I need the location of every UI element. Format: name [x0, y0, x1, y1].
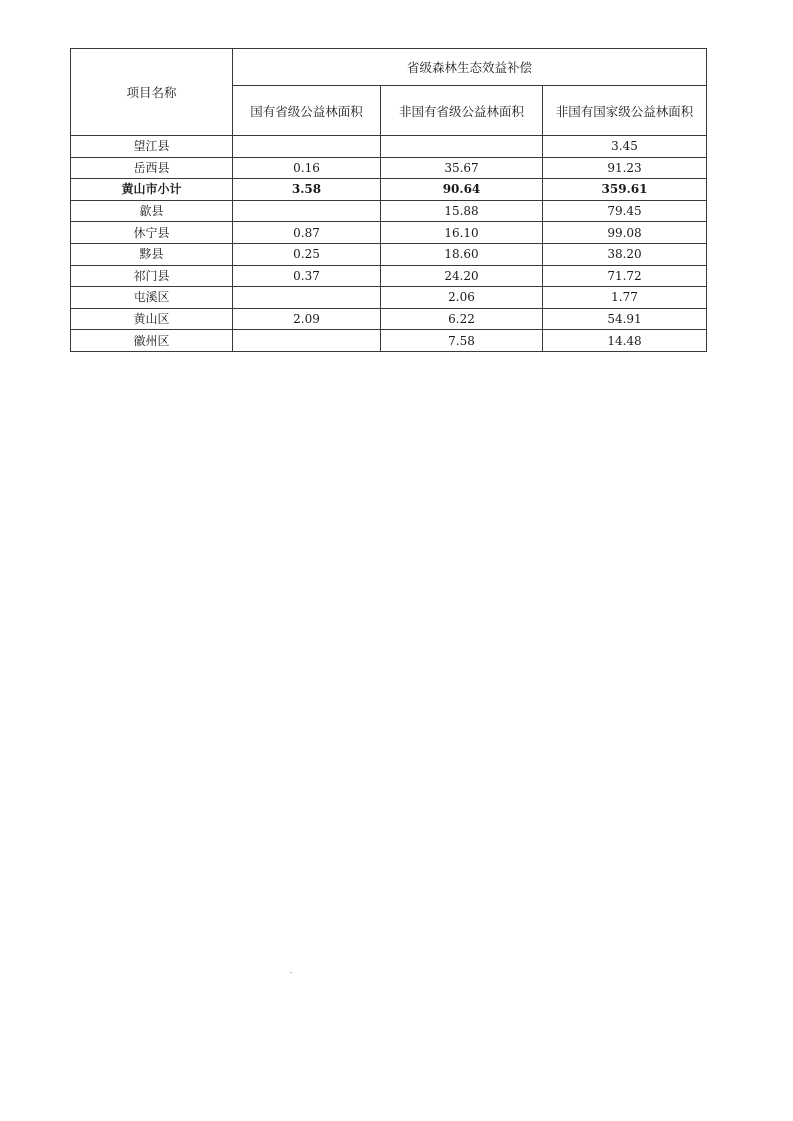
scan-speck: [290, 972, 292, 973]
table-row: [71, 136, 707, 158]
column-header: 非国有省级公益林面积: [381, 86, 543, 136]
value-cell: 3.45: [543, 136, 707, 158]
table-row: [71, 157, 707, 179]
value-cell: 3.58: [233, 179, 381, 201]
row-name-cell: 岳西县: [71, 157, 233, 179]
row-name-cell: 黄山区: [71, 308, 233, 330]
value-cell: 1.77: [543, 287, 707, 309]
value-cell: 91.23: [543, 157, 707, 179]
group-header: 省级森林生态效益补偿: [233, 49, 707, 86]
table-row: [71, 265, 707, 287]
row-name-cell: 望江县: [71, 136, 233, 158]
value-cell: 0.25: [233, 243, 381, 265]
item-name-header: 项目名称: [71, 49, 233, 136]
value-cell: 18.60: [381, 243, 543, 265]
value-cell: 54.91: [543, 308, 707, 330]
value-cell: 16.10: [381, 222, 543, 244]
table-body: [71, 136, 707, 352]
value-cell: 15.88: [381, 200, 543, 222]
header-row-group: [71, 49, 707, 86]
value-cell: 71.72: [543, 265, 707, 287]
value-cell: 2.09: [233, 308, 381, 330]
table-row: [71, 222, 707, 244]
value-cell: 0.16: [233, 157, 381, 179]
value-cell: [233, 136, 381, 158]
table-row: [71, 287, 707, 309]
value-cell: [233, 287, 381, 309]
value-cell: [233, 330, 381, 352]
value-cell: 99.08: [543, 222, 707, 244]
table-row: [71, 243, 707, 265]
table-row: [71, 308, 707, 330]
value-cell: 7.58: [381, 330, 543, 352]
value-cell: [233, 200, 381, 222]
row-name-cell: 休宁县: [71, 222, 233, 244]
subtotal-row: [71, 179, 707, 201]
row-name-cell: 黟县: [71, 243, 233, 265]
value-cell: [381, 136, 543, 158]
forest-compensation-table: [70, 48, 707, 352]
value-cell: 359.61: [543, 179, 707, 201]
column-header: 非国有国家级公益林面积: [543, 86, 707, 136]
value-cell: 14.48: [543, 330, 707, 352]
value-cell: 35.67: [381, 157, 543, 179]
value-cell: 6.22: [381, 308, 543, 330]
value-cell: 24.20: [381, 265, 543, 287]
row-name-cell: 歙县: [71, 200, 233, 222]
row-name-cell: 徽州区: [71, 330, 233, 352]
value-cell: 38.20: [543, 243, 707, 265]
row-name-cell: 黄山市小计: [71, 179, 233, 201]
value-cell: 90.64: [381, 179, 543, 201]
table-row: [71, 200, 707, 222]
column-header: 国有省级公益林面积: [233, 86, 381, 136]
row-name-cell: 祁门县: [71, 265, 233, 287]
value-cell: 79.45: [543, 200, 707, 222]
row-name-cell: 屯溪区: [71, 287, 233, 309]
value-cell: 0.87: [233, 222, 381, 244]
value-cell: 0.37: [233, 265, 381, 287]
table-row: [71, 330, 707, 352]
value-cell: 2.06: [381, 287, 543, 309]
